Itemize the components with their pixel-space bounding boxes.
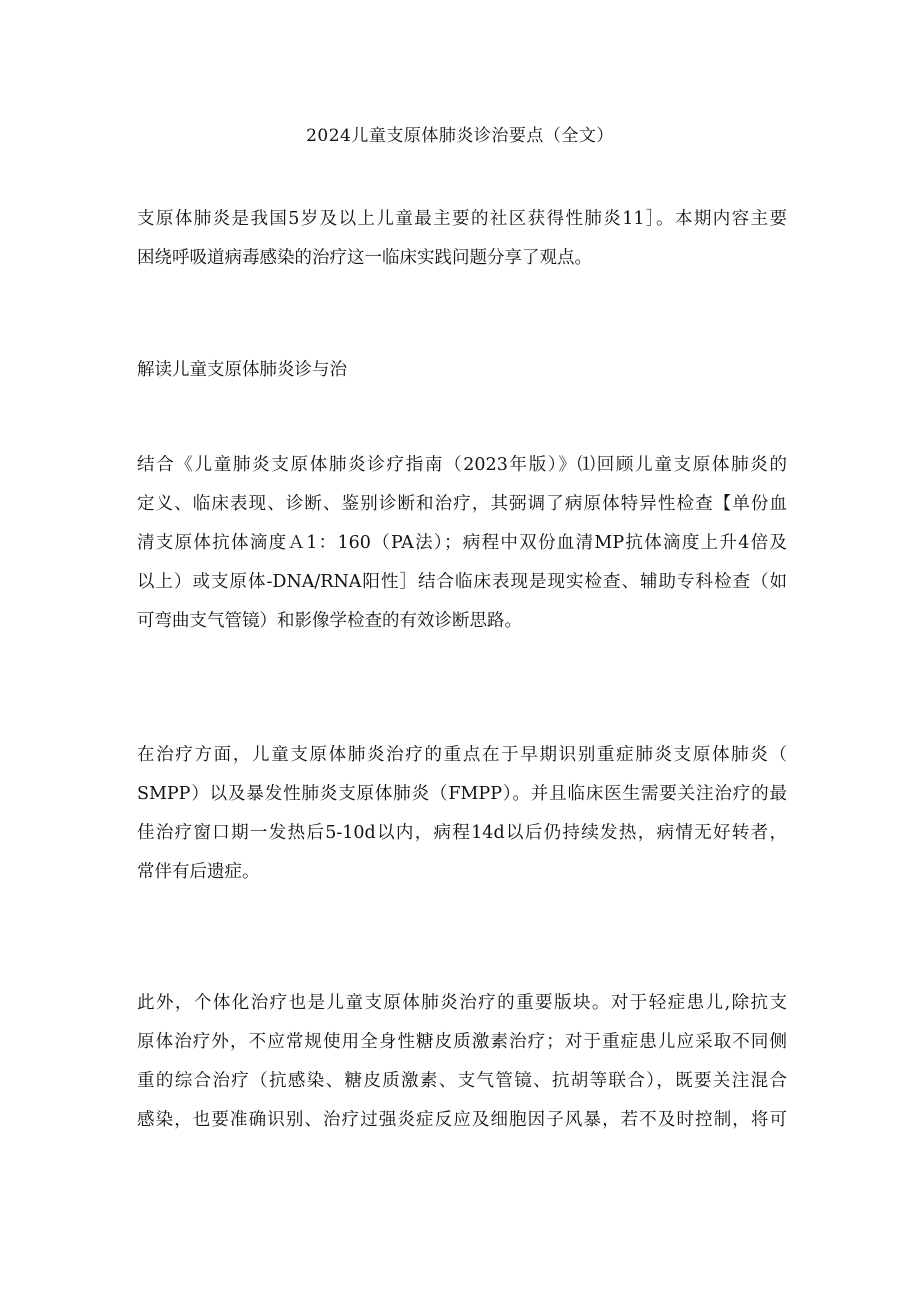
text-line: 支原体肺炎是我国5岁及以上儿童最主要的社区获得性肺炎11］。本期内容主要 (137, 209, 787, 229)
text-line: 困绕呼吸道病毒感染的治疗这一临床实践问题分享了观点。 (137, 248, 592, 268)
paragraph-treatment (137, 736, 787, 892)
text-line: 以上）或支原体-DNA/RNA阳性］结合临床表现是现实检查、辅助专科检查（如 (137, 572, 787, 592)
text-line: 原体治疗外，不应常规使用全身性糖皮质激素治疗；对于重症患儿应采取不同侧 (137, 1032, 787, 1052)
text-line: 结合《儿童肺炎支原体肺炎诊疗指南（2023年版）》⑴回顾儿童支原体肺炎的 (137, 455, 787, 475)
text-line: SMPP）以及暴发性肺炎支原体肺炎（FMPP）。并且临床医生需要关注治疗的最 (137, 784, 787, 804)
text-line: 重的综合治疗（抗感染、糖皮质激素、支气管镜、抗胡等联合），既要关注混合 (137, 1071, 787, 1091)
document-title: 2024儿童支原体肺炎诊治要点（全文） (306, 126, 614, 146)
intro-paragraph (137, 200, 787, 278)
text-line: 佳治疗窗口期一发热后5-10d以内，病程14d以后仍持续发热，病情无好转者， (137, 823, 787, 843)
text-line: 在治疗方面，儿童支原体肺炎治疗的重点在于早期识别重症肺炎支原体肺炎（ (137, 745, 787, 765)
text-line: 常伴有后遗症。 (137, 862, 260, 882)
text-line: 清支原体抗体滴度Ａ1：160（PA法）；病程中双份血清MP抗体滴度上升4倍及 (137, 533, 787, 553)
text-line: 定义、临床表现、诊断、鉴别诊断和治疗，其弼调了病原体特异性检查【单份血 (137, 494, 787, 514)
text-line: 此外，个体化治疗也是儿童支原体肺炎治疗的重要版块。对于轻症患儿,除抗支 (137, 993, 787, 1013)
text-line: 感染，也要准确识别、治疗过强炎症反应及细胞因子风暴，若不及时控制，将可 (137, 1110, 787, 1130)
section-heading: 解读儿童支原体肺炎诊与治 (137, 360, 347, 380)
paragraph-diagnosis (137, 446, 787, 641)
paragraph-individualized-treatment (137, 984, 787, 1140)
text-line: 可弯曲支气管镜）和影像学检查的有效诊断思路。 (137, 611, 522, 631)
